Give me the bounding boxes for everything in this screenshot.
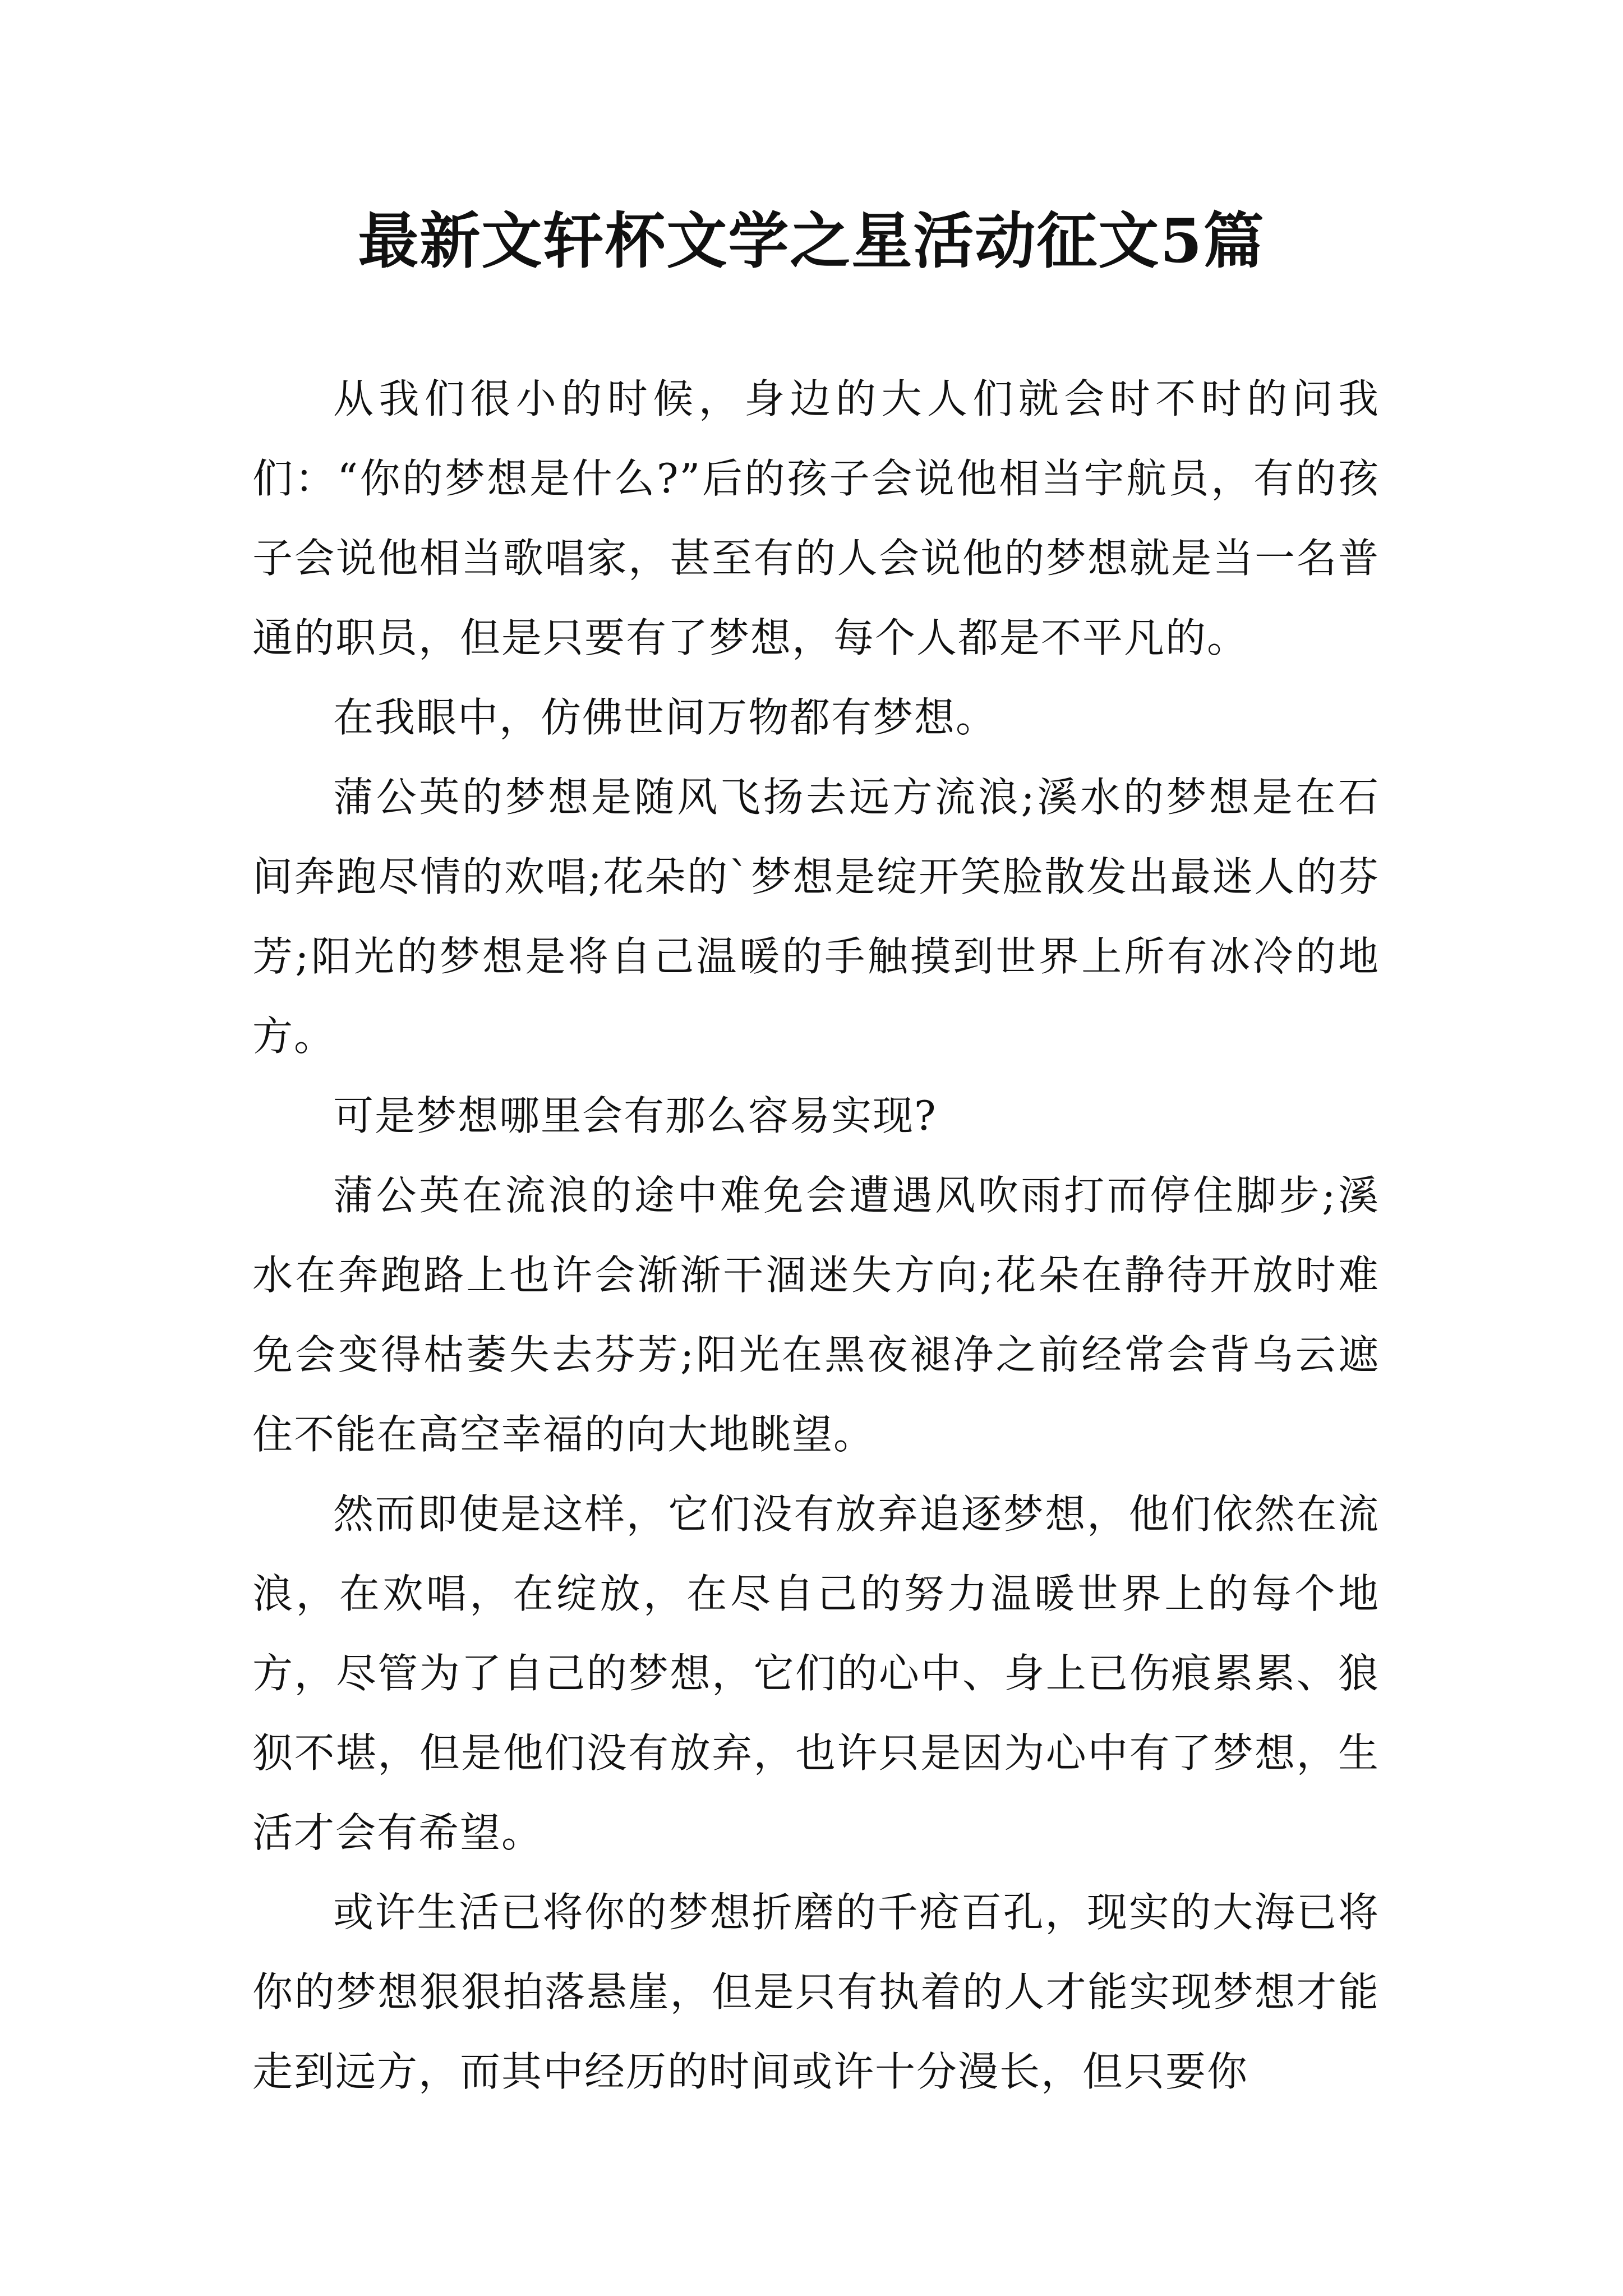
paragraph-2: 在我眼中，仿佛世间万物都有梦想。: [333, 694, 998, 741]
document-title: 最新文轩杯文学之星活动征文5篇: [358, 206, 1265, 277]
document-body: [252, 359, 1380, 2111]
paragraph-6: 然而即使是这样，它们没有放弃追逐梦想，他们依然在流浪，在欢唱，在绽放，在尽自己的努力温暖世界上的每个地方，尽管为了自己的梦想，它们的心中、身上已伤痕累累、狼狈不堪，但是他们没有放弃，也许只是因为心中有了梦想，生活才会有希望。: [252, 1490, 1380, 1856]
paragraph-3: 蒲公英的梦想是随风飞扬去远方流浪;溪水的梦想是在石间奔跑尽情的欢唱;花朵的`梦想是绽开笑脸散发出最迷人的芬芳;阳光的梦想是将自己温暖的手触摸到世界上所有冰冷的地方。: [252, 774, 1380, 1060]
paragraph-5: 蒲公英在流浪的途中难免会遭遇风吹雨打而停住脚步;溪水在奔跑路上也许会渐渐干涸迷失方向;花朵在静待开放时难免会变得枯萎失去芬芳;阳光在黑夜褪净之前经常会背乌云遮住不能在高空幸福的向大地眺望。: [252, 1172, 1380, 1458]
paragraph-4: 可是梦想哪里会有那么容易实现?: [333, 1092, 937, 1139]
paragraph-7: 或许生活已将你的梦想折磨的千疮百孔，现实的大海已将你的梦想狠狠拍落悬崖，但是只有执着的人才能实现梦想才能走到远方，而其中经历的时间或许十分漫长，但只要你: [252, 1889, 1380, 2095]
paragraph-1: 从我们很小的时候，身边的大人们就会时不时的问我们：“你的梦想是什么?”后的孩子会说他相当宇航员，有的孩子会说他相当歌唱家，甚至有的人会说他的梦想就是当一名普通的职员，但是只要有了梦想，每个人都是不平凡的。: [252, 375, 1380, 661]
